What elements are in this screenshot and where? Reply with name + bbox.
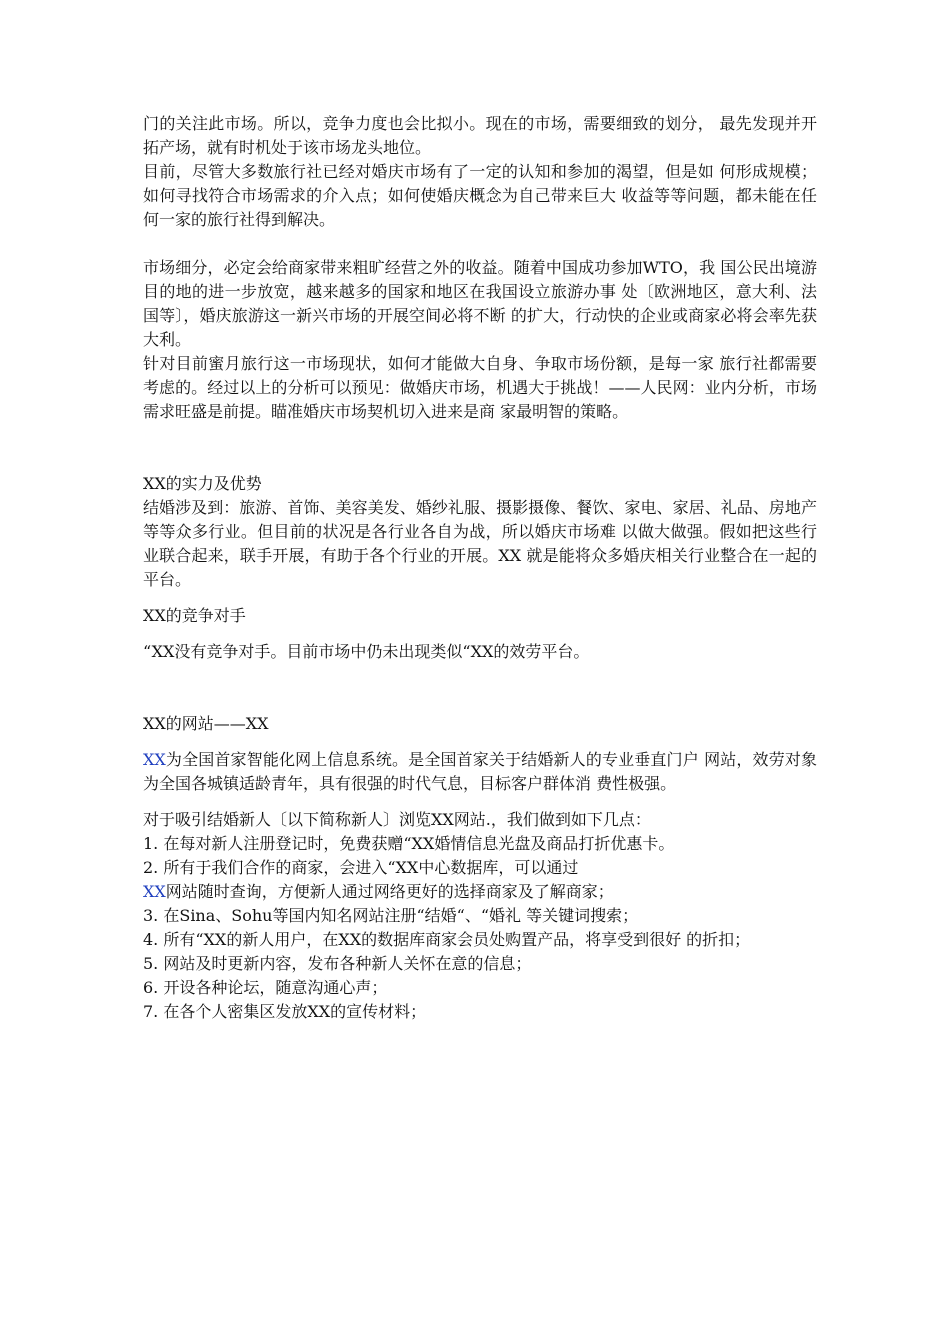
paragraph-website-intro — [143, 748, 817, 796]
list-item-3: 3. 在Sina、Sohu等国内知名网站注册“结婚“、“婚礼 等关键词搜索； — [143, 906, 639, 925]
list-item-2-rest: 网站随时查询，方便新人通过网络更好的选择商家及了解商家； — [165, 882, 614, 901]
list-item-4: 4. 所有“XX的新人用户，在XX的数据库商家会员处购置产品，将享受到很好 的折扣； — [143, 930, 751, 949]
paragraph-competitor: “XX没有竞争对手。目前市场中仍未出现类似“XX的效劳平台。 — [143, 642, 590, 661]
list-item-1: 1. 在每对新人注册登记时，免费获赠“XX婚情信息光盘及商品打折优惠卡。 — [143, 834, 675, 853]
heading-strength: XX的实力及优势 — [143, 474, 262, 493]
website-link-2[interactable]: XX — [143, 882, 166, 901]
paragraph-market-segmentation: 市场细分，必定会给商家带来粗旷经营之外的收益。随着中国成功参加WTO，我 国公民出境游目的地的进一步放宽，越来越多的国家和地区在我国设立旅游办事 处〔欧洲地区，意大利、法国等〕，婚庆旅游这一新兴市场的开展空间必将不断 的扩大，行动快的企业或商家必将会率先获大利。 — [143, 258, 817, 349]
list-item-7: 7. 在各个人密集区发放XX的宣传材料； — [143, 1002, 427, 1021]
paragraph-honeymoon-strategy: 针对目前蜜月旅行这一市场现状，如何才能做大自身、争取市场份额，是每一家 旅行社都需要考虑的。经过以上的分析可以预见：做婚庆市场，机遇大于挑战！——人民网：业内分析，市场需求旺盛是前提。瞄准婚庆市场契机切入进来是商 家最明智的策略。 — [143, 354, 817, 421]
list-item-2-continued — [143, 880, 817, 904]
paragraph-strength: 结婚涉及到：旅游、首饰、美容美发、婚纱礼服、摄影摄像、餐饮、家电、家居、礼品、房地产等等众多行业。但目前的状况是各行业各自为战，所以婚庆市场难 以做大做强。假如把这些行业联合起来，联手开展，有助于各个行业的开展。XX 就是能将众多婚庆相关行业整合在一起的平台。 — [143, 498, 817, 589]
paragraph-market-competition: 门的关注此市场。所以，竞争力度也会比拟小。现在的市场，需要细致的划分， 最先发现并开拓产场，就有时机处于该市场龙头地位。 — [143, 114, 817, 157]
paragraph-travel-agencies: 目前，尽管大多数旅行社已经对婚庆市场有了一定的认知和参加的渴望，但是如 何形成规模；如何寻找符合市场需求的介入点；如何使婚庆概念为自己带来巨大 收益等等问题，都未能在任何一家的旅行社得到解决。 — [143, 162, 817, 229]
list-item-5: 5. 网站及时更新内容，发布各种新人关怀在意的信息； — [143, 954, 532, 973]
list-item-6: 6. 开设各种论坛，随意沟通心声； — [143, 978, 388, 997]
document-page — [143, 112, 817, 1024]
list-intro: 对于吸引结婚新人〔以下简称新人〕浏览XX网站.，我们做到如下几点： — [143, 810, 651, 829]
website-link[interactable]: XX — [143, 750, 166, 769]
heading-competitor: XX的竞争对手 — [143, 606, 246, 625]
website-intro-text: 为全国首家智能化网上信息系统。是全国首家关于结婚新人的专业垂直门户 网站，效劳对象为全国各城镇适龄青年，具有很强的时代气息，目标客户群体消 费性极强。 — [143, 750, 817, 793]
list-item-2: 2. 所有于我们合作的商家，会进入“XX中心数据库，可以通过 — [143, 858, 579, 877]
heading-website: XX的网站——XX — [143, 714, 269, 733]
